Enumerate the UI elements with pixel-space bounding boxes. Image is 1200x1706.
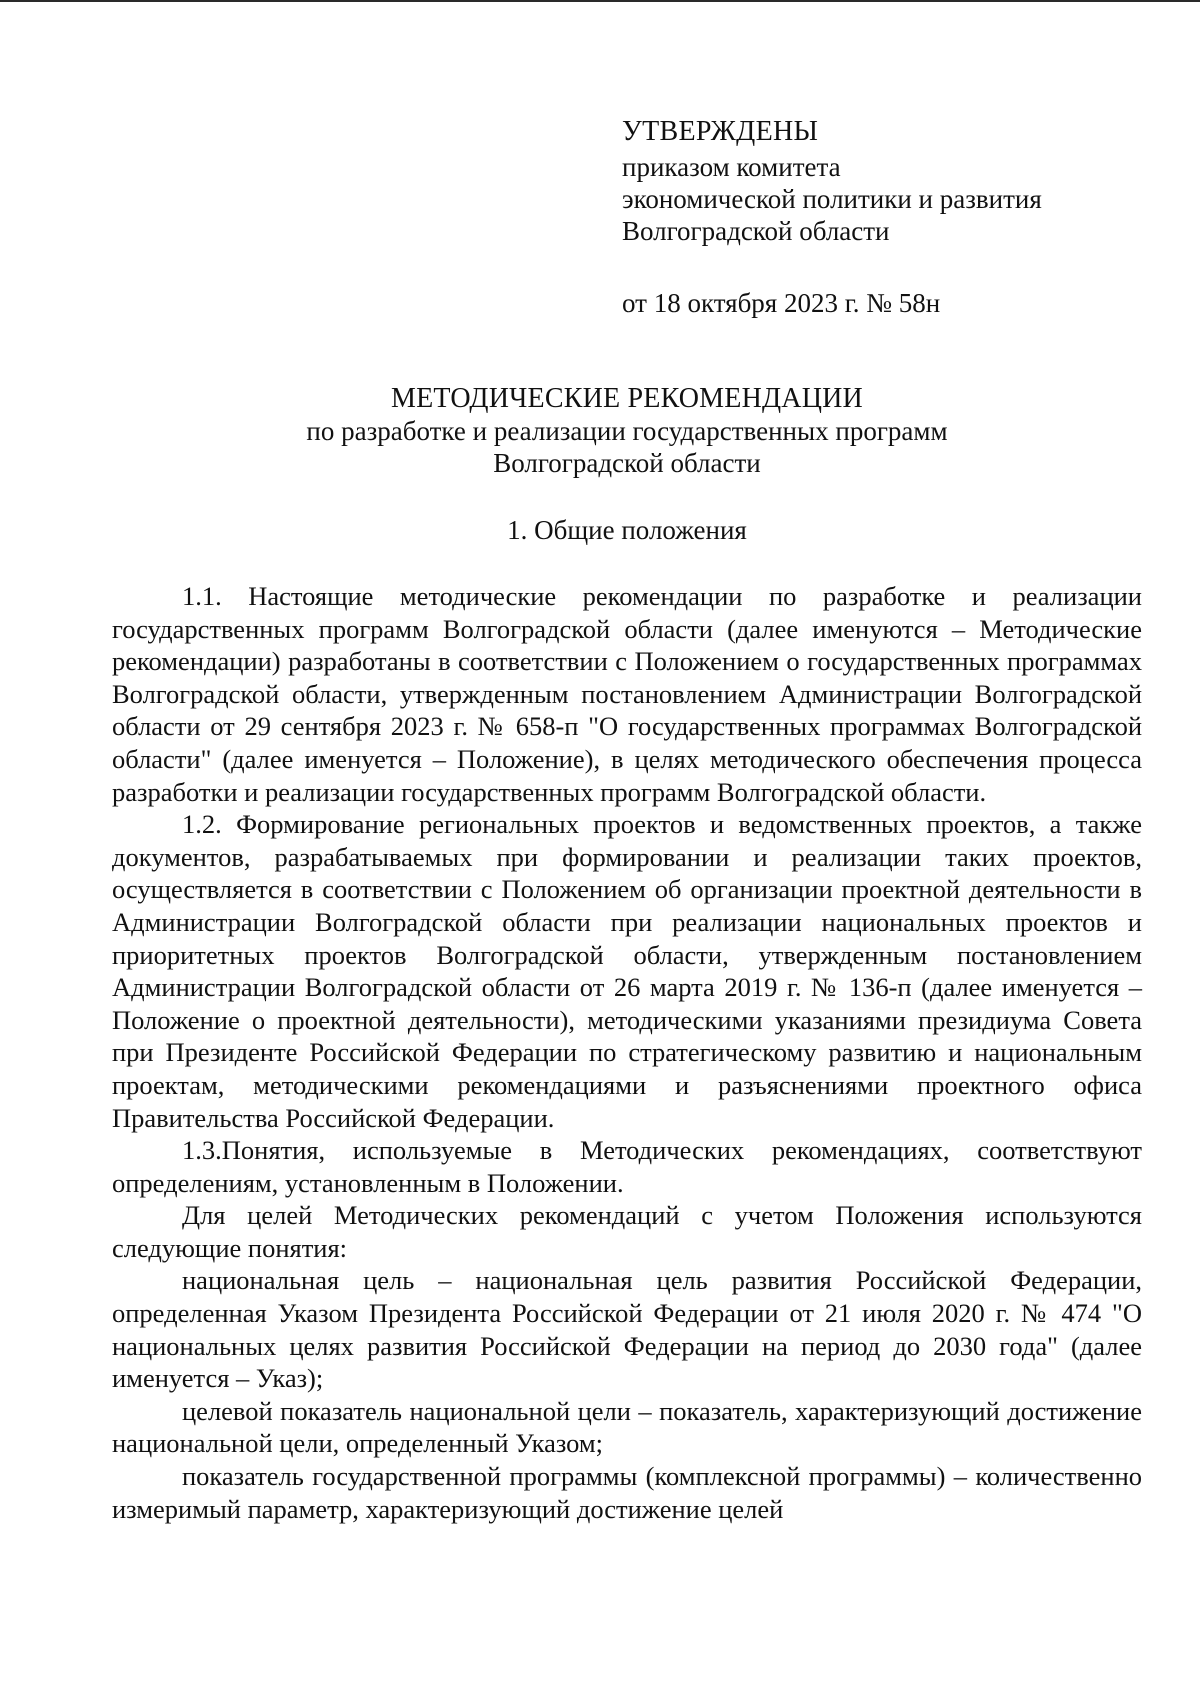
approval-line: экономической политики и развития [622,184,1042,214]
paragraph-definition-target-indicator: целевой показатель национальной цели – показатель, характеризующий достижение национальной цели, определенный Указом; [112,1395,1142,1459]
document-subtitle-line: по разработке и реализации государственных программ [306,416,948,446]
paragraph-definition-program-indicator: показатель государственной программы (комплексной программы) – количественно измеримый параметр, характеризующий достижение целей [112,1461,1142,1524]
approval-block [622,116,1162,319]
paragraph-1-3: 1.3.Понятия, используемые в Методических рекомендациях, соответствуют определениям, установленным в Положении. [112,1135,1142,1198]
document-heading [112,383,1142,479]
document-title: МЕТОДИЧЕСКИЕ РЕКОМЕНДАЦИИ [391,383,863,414]
section-title: 1. Общие положения [507,515,747,545]
approval-line: Волгоградской области [622,216,890,246]
document-subtitle-line: Волгоградской области [493,448,761,478]
approval-date: от 18 октября 2023 г. № 58н [622,288,941,318]
paragraph-definitions-intro: Для целей Методических рекомендаций с учетом Положения используются следующие понятия: [112,1200,1142,1263]
paragraph-1-1: 1.1. Настоящие методические рекомендации по разработке и реализации государственных программ Волгоградской области (далее именуются – Методические рекомендации) разработаны в соответствии с Положением о государственных программах Волгоградской области, утвержденным постановлением Администрации Волгоградской области от 29 сентября 2023 г. № 658-п "О государственных программах Волгоградской области" (далее именуется – Положение), в целях методического обеспечения процесса разработки и реализации государственных программ Волгоградской области. [112,581,1142,807]
document-body [112,580,1142,1525]
approval-line: приказом комитета [622,152,841,182]
approval-title: УТВЕРЖДЕНЫ [622,116,819,147]
paragraph-definition-national-goal: национальная цель – национальная цель развития Российской Федерации, определенная Указом Президента Российской Федерации от 21 июля 2020 г. № 474 "О национальных целях развития Российской Федерации на период до 2030 года" (далее именуется – Указ); [112,1265,1142,1394]
paragraph-1-2: 1.2. Формирование региональных проектов и ведомственных проектов, а также документов, разрабатываемых при формировании и реализации таких проектов, осуществляется в соответствии с Положением об организации проектной деятельности в Администрации Волгоградской области при реализации национальных проектов и приоритетных проектов Волгоградской области, утвержденным постановлением Администрации Волгоградской области от 26 марта 2019 г. № 136-п (далее именуется – Положение о проектной деятельности), методическими указаниями президиума Совета при Президенте Российской Федерации по стратегическому развитию и национальным проектам, методическими рекомендациями и разъяснениями проектного офиса Правительства Российской Федерации. [112,809,1142,1133]
